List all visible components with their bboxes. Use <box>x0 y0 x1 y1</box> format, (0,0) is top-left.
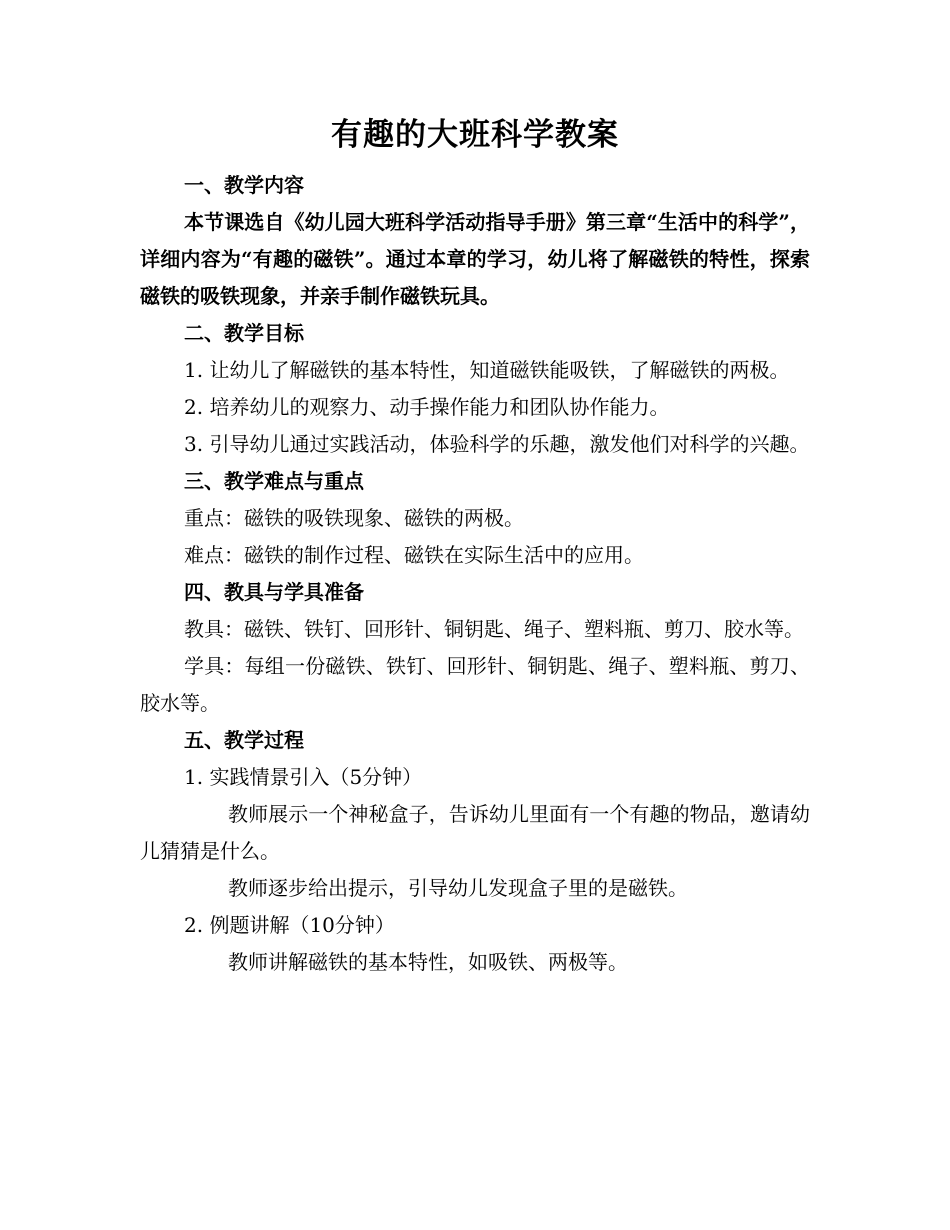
process-step-2-paragraph-1: 教师讲解磁铁的基本特性，如吸铁、两极等。 <box>228 950 628 974</box>
section-heading-teaching-process: 五、教学过程 <box>184 728 304 752</box>
document-title: 有趣的大班科学教案 <box>331 117 619 153</box>
section-heading-teaching-content: 一、教学内容 <box>184 173 304 197</box>
section-heading-key-and-difficult-points: 三、教学难点与重点 <box>184 469 364 493</box>
section-heading-materials: 四、教具与学具准备 <box>184 580 364 604</box>
process-step-2-title: 2. 例题讲解（10分钟） <box>184 913 395 937</box>
teaching-aids-text: 教具：磁铁、铁钉、回形针、铜钥匙、绳子、塑料瓶、剪刀、胶水等。 <box>184 617 804 641</box>
learning-aids-text: 学具：每组一份磁铁、铁钉、回形针、铜钥匙、绳子、塑料瓶、剪刀、胶水等。 <box>140 654 810 715</box>
difficult-point-text: 难点：磁铁的制作过程、磁铁在实际生活中的应用。 <box>184 543 644 567</box>
section-heading-teaching-goals: 二、教学目标 <box>184 321 304 345</box>
key-point-text: 重点：磁铁的吸铁现象、磁铁的两极。 <box>184 506 524 530</box>
process-step-1-title: 1. 实践情景引入（5分钟） <box>184 765 423 789</box>
process-step-1-paragraph-2: 教师逐步给出提示，引导幼儿发现盒子里的是磁铁。 <box>228 876 688 900</box>
goal-item-2: 2. 培养幼儿的观察力、动手操作能力和团队协作能力。 <box>184 395 670 419</box>
goal-item-3: 3. 引导幼儿通过实践活动，体验科学的乐趣，激发他们对科学的兴趣。 <box>184 432 810 456</box>
process-step-1-paragraph-1: 教师展示一个神秘盒子，告诉幼儿里面有一个有趣的物品，邀请幼儿猜猜是什么。 <box>140 802 810 863</box>
document-body <box>140 167 810 981</box>
goal-item-1: 1. 让幼儿了解磁铁的基本特性，知道磁铁能吸铁，了解磁铁的两极。 <box>184 358 790 382</box>
teaching-content-paragraph: 本节课选自《幼儿园大班科学活动指导手册》第三章“生活中的科学”，详细内容为“有趣的磁铁”。通过本章的学习，幼儿将了解磁铁的特性，探索磁铁的吸铁现象，并亲手制作磁铁玩具。 <box>140 210 810 308</box>
